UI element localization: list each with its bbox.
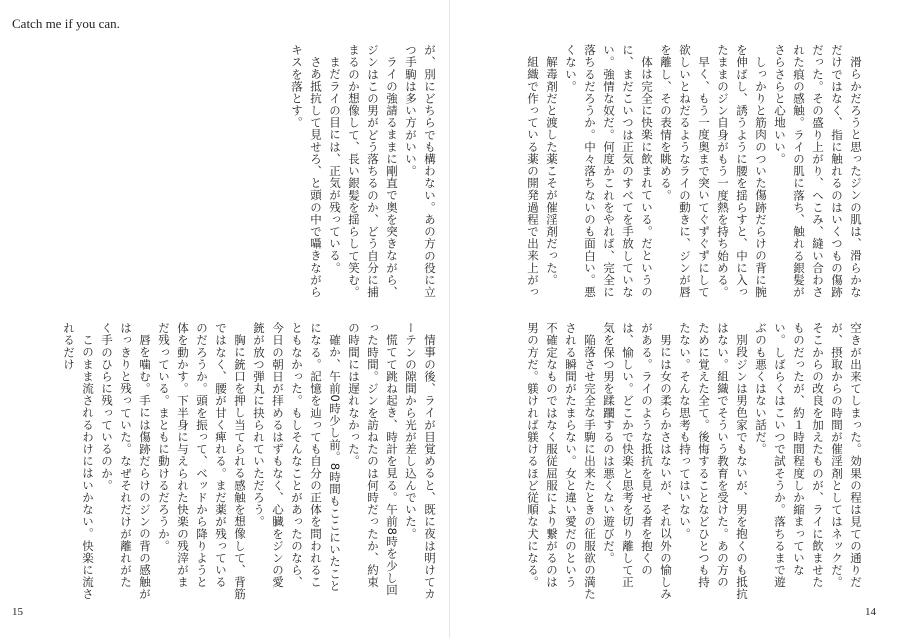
paragraph: 空きが出来てしまった。効果の程は見ての通りだが、摂取からの時間が催淫剤としてはネックだ。そこからの改良を加えたものが、ライに飲ませたものだったが、約１時間程度しか縮まっていない。しばらくはこいつで試そうか。落ちるまで遊ぶのも悪くはない話だ。: [754, 322, 863, 589]
paragraph: 胸に銃口を押し当てられる感触を想像して、背筋ではなく、腰が甘く痺れる。まだ薬が残っているのだろうか。頭を振って、ベッドから降りようと体を動かす。下半身に与えられた快楽の残滓がまだ残っている。まともに動けるだろうか。: [157, 322, 247, 600]
paragraph: 早く、もう一度奥まで突いてぐずぐずにして欲しいとねだるようなライの動きに、ジンが唇を離し、その表情を眺める。: [659, 44, 711, 299]
paragraph: 慌てて跳ね起き、時計を見る。午前8時を少し回った時間。ジンを訪ねたのは何時だったか、約束の時間には遅れなかった。: [347, 322, 399, 596]
paragraph: 解毒剤だと渡した薬こそが催淫剤だった。: [545, 55, 559, 286]
paragraph: 滑らかだろうと思ったジンの肌は、滑らかなだけではなく、指に触れるのはいくつもの傷跡だった。その盛り上がり、へこみ、縫い合わされた痕の感触。ライの肌に落ち、触れる銀髪がさらさらと心地いい。: [773, 44, 863, 299]
paragraph: 情事の後、ライが目覚めると、既に夜は明けてカーテンの隙間から光が差し込んでいた。: [404, 322, 437, 600]
paragraph: さあ抵抗して見せろ、と頭の中で囁きながらキスを落とす。: [290, 44, 323, 298]
paragraph: が、別にどちらでも構わない。あの方の役に立つ手駒は多い方がいい。: [404, 44, 437, 299]
paragraph: 唇を噛む。手には傷跡だらけのジンの背の感触がはっきりと残っていた。なぜそれだけが離れがたく手のひらに残っているのか。: [100, 322, 152, 600]
paragraph: このまま流されるわけにはいかない。快楽に流されるだけ: [62, 322, 95, 600]
left-top-text-block: [234, 44, 439, 306]
paragraph: 確か、午前0時少し前。8時間もここにいたことになる。記憶を辿っても自分の正体を問われることもなかった。もしそんなことがあったのなら、今日の朝日が拝めるはずもなく、心臓をジンの愛銃が放つ弾丸に抉られていただろう。: [252, 322, 342, 592]
right-bottom-text-block: [520, 322, 865, 600]
running-header-title: Catch me if you can.: [12, 16, 120, 31]
paragraph: 組織で作っている薬の開発過程で出来上がっ: [526, 55, 540, 298]
paragraph: 陥落させ完全な手駒に出来たときの征服欲の満たされる瞬間がたまらない。女と違い愛だのという不確定なものではなく服従屈服により繋がるのは男の方だ。躾ければ躾けるほど従順な犬になる。: [526, 322, 597, 600]
right-top-text-block: [520, 44, 865, 306]
paragraph: しっかりと筋肉のついた傷跡だらけの背に腕を伸ばし、誘うように腰を揺らすと、中に入ったままのジン自身がもう一度熱を持ち始める。: [716, 44, 768, 299]
paragraph: 男には女の柔らかさはないが、それ以外の愉しみがある。ライのような抵抗を見せる者を抱くのは、愉しい。どこかで快楽と思考を切り離して正気を保つ男を蹂躙するのは悪くない遊びだ。: [602, 322, 673, 600]
paragraph: 体は完全に快楽に飲まれている。だというのに、まだこいつは正気のすべてを手放していない。強情な奴だ。何度かこれをやれば、完全に落ちるだろうか。中々落ちないのも面白い。悪くない。: [564, 44, 654, 299]
right-page: [450, 0, 900, 638]
paragraph: まだライの目には、正気が残っている。: [328, 55, 342, 274]
page-number-right: 14: [865, 606, 876, 618]
page-number-left: 15: [12, 606, 23, 618]
paragraph: 別段ジンは男色家でもないが、男を抱くのも抵抗はない。組織でそういう教育を受けた。あの方のために覚えた全て。後悔することなどひとつも持たない。そんな思考も持ってはいない。: [678, 322, 749, 600]
left-bottom-text-block: [30, 322, 439, 600]
paragraph: ライの強請るままに剛直で奥を突きながら、ジンはこの男がどう落ちるのか、どう自分に捕まるのか想像して、長い銀髪を揺らして笑む。: [347, 44, 399, 299]
